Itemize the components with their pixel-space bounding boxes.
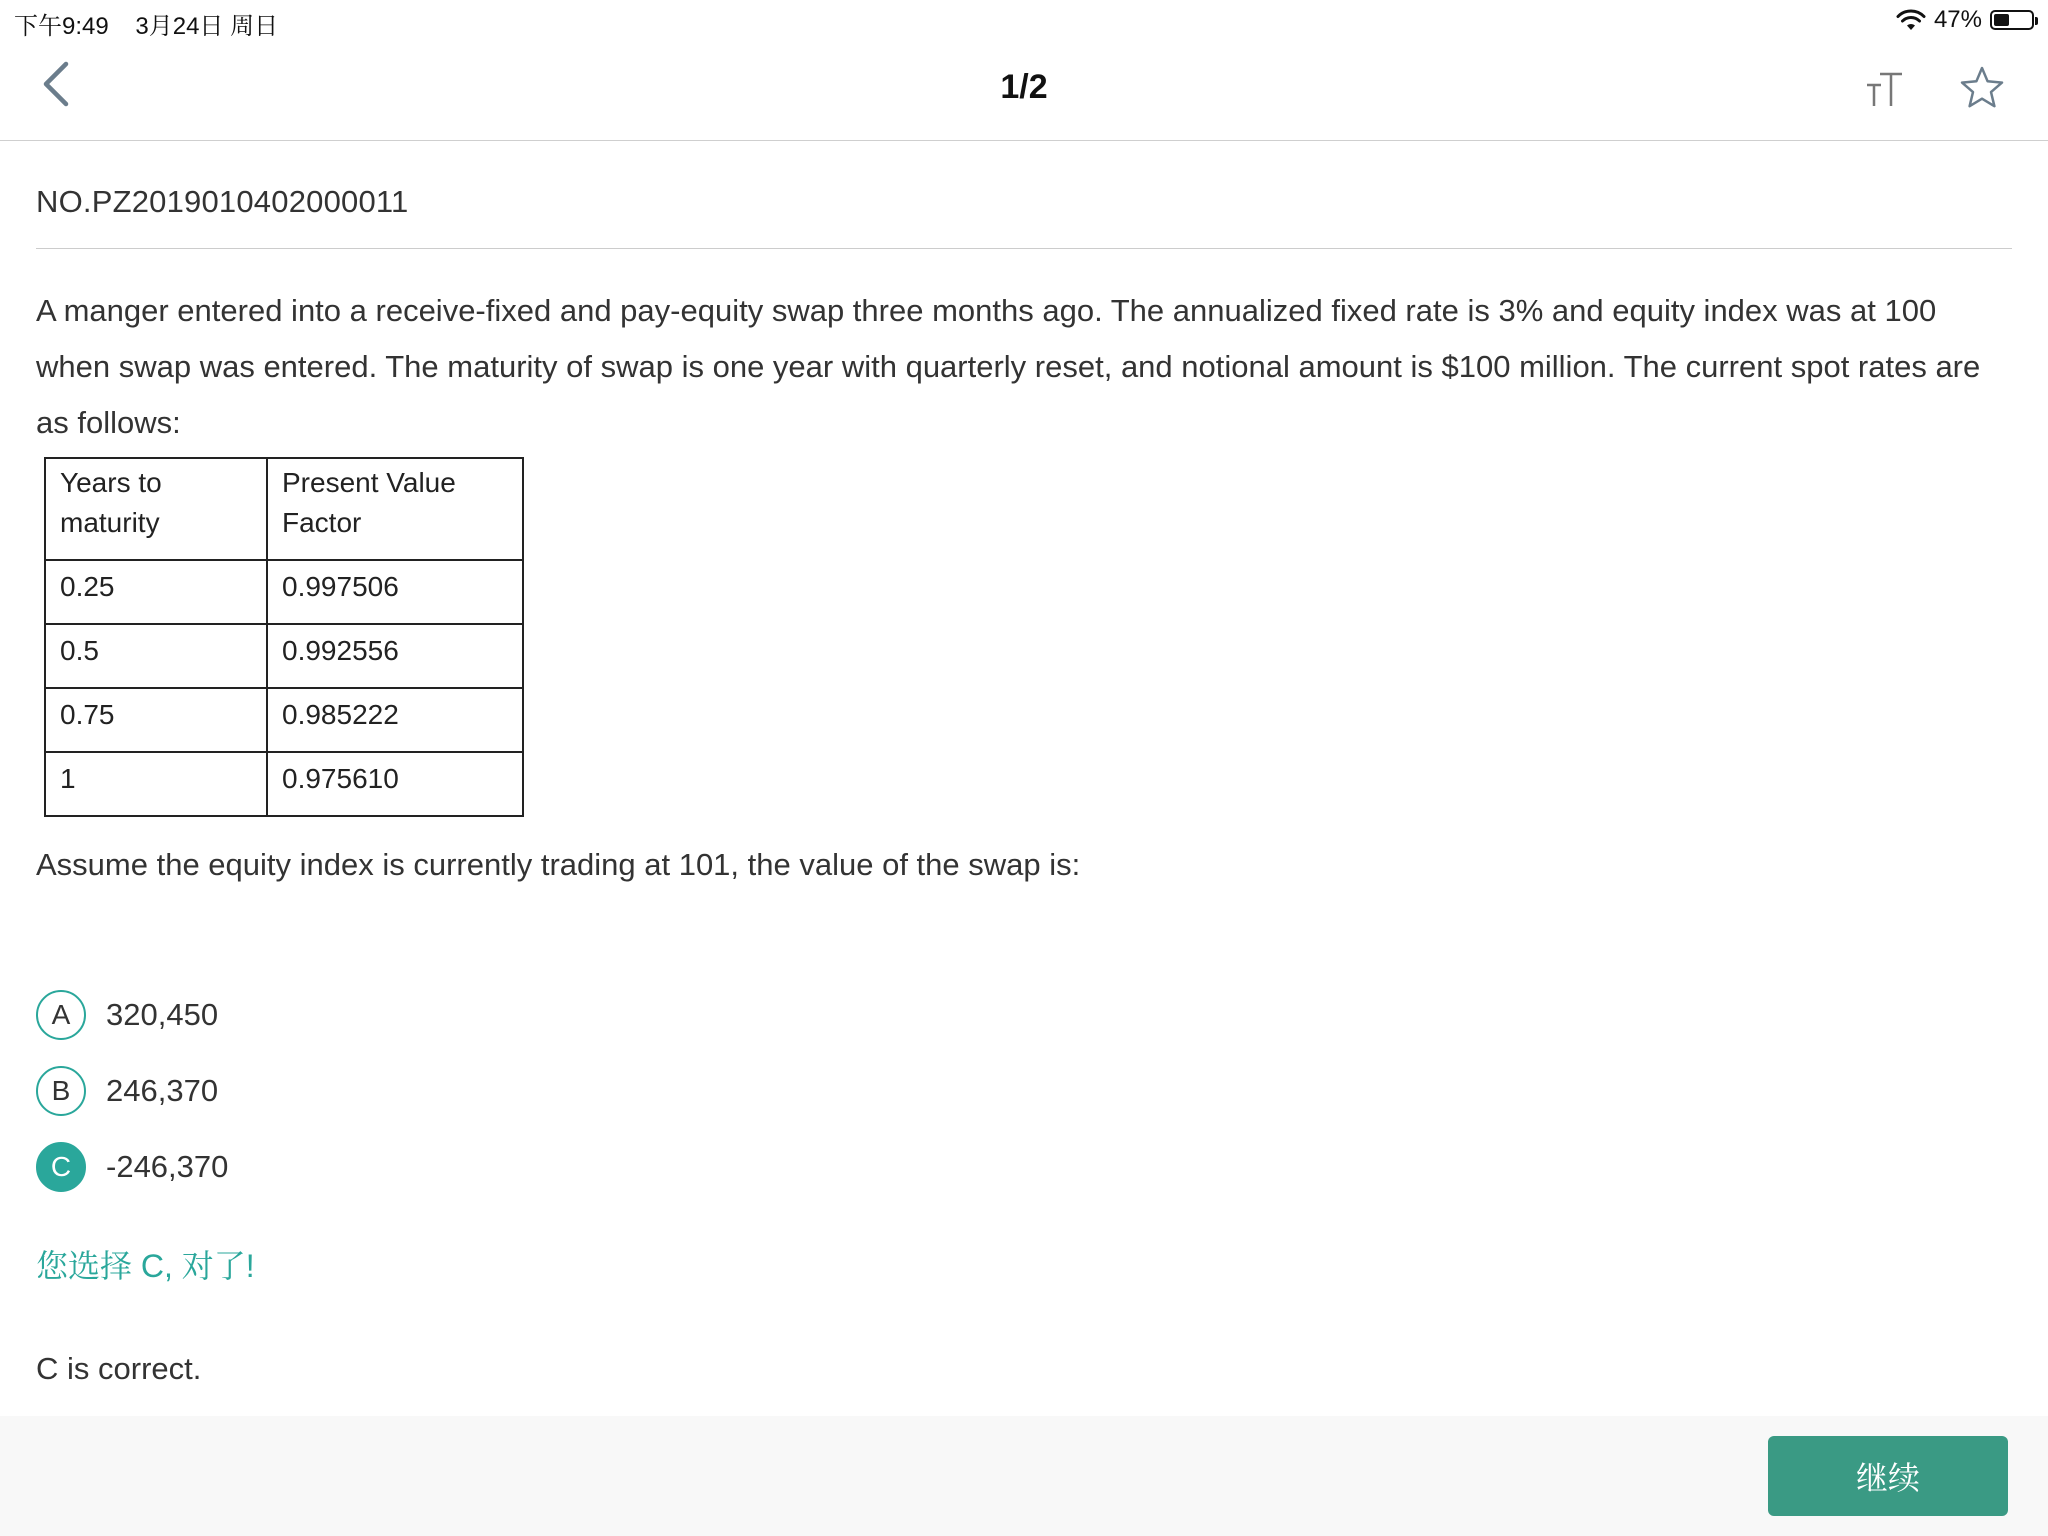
favorite-button[interactable] [1956, 62, 2008, 114]
status-left [14, 6, 298, 41]
table-header-cell: Present Value Factor [267, 458, 523, 560]
table-cell: 0.975610 [267, 752, 523, 816]
battery-percent: 47% [1933, 6, 1982, 33]
table-cell: 0.75 [45, 688, 267, 752]
divider [36, 248, 2012, 249]
option-letter-badge: B [36, 1066, 86, 1116]
wifi-icon [1896, 8, 1926, 32]
option-c[interactable] [36, 1139, 2012, 1195]
table-cell: 0.992556 [267, 624, 523, 688]
table-cell: 0.5 [45, 624, 267, 688]
table-row [45, 688, 523, 752]
table-row [45, 624, 523, 688]
table-header-row [45, 458, 523, 560]
battery-fill [1994, 14, 2009, 26]
question-id: NO.PZ2019010402000011 [36, 184, 409, 219]
table-cell: 1 [45, 752, 267, 816]
table-row [45, 752, 523, 816]
answer-options [36, 987, 2012, 1195]
status-bar [0, 0, 2048, 40]
option-b[interactable] [36, 1063, 2012, 1119]
nav-bar [0, 40, 2048, 141]
status-right [1896, 6, 2034, 34]
table-cell: 0.25 [45, 560, 267, 624]
present-value-table [44, 457, 524, 817]
table-cell: 0.997506 [267, 560, 523, 624]
table-cell: 0.985222 [267, 688, 523, 752]
status-date: 3月24日 周日 [135, 13, 279, 40]
star-icon [1958, 64, 2006, 112]
option-letter-badge: C [36, 1142, 86, 1192]
option-text: -246,370 [106, 1149, 229, 1184]
status-time: 下午9:49 [14, 13, 109, 40]
table-row [45, 560, 523, 624]
answer-result: 您选择 C, 对了! [36, 1248, 255, 1284]
bottom-bar [0, 1416, 2048, 1536]
question-prompt: Assume the equity index is currently trading at 101, the value of the swap is: [36, 847, 1081, 882]
font-size-icon [1864, 68, 1906, 110]
page-counter: 1/2 [1000, 68, 1048, 106]
option-a[interactable] [36, 987, 2012, 1043]
question-content [36, 140, 2012, 1387]
battery-icon [1990, 10, 2034, 30]
option-text: 246,370 [106, 1073, 219, 1108]
question-text: A manger entered into a receive-fixed and pay-equity swap three months ago. The annualized fixed rate is 3% and equity index was at 100 when swap was entered. The maturity of swap is one year with quarterly reset, and notional amount is $100 million. The current spot rates are as follows: [36, 293, 1981, 440]
continue-button[interactable]: 继续 [1768, 1436, 2008, 1516]
option-letter-badge: A [36, 990, 86, 1040]
table-header-cell: Years to maturity [45, 458, 267, 560]
option-text: 320,450 [106, 997, 219, 1032]
explanation-text: C is correct. [36, 1351, 202, 1386]
font-size-button[interactable] [1860, 64, 1910, 114]
